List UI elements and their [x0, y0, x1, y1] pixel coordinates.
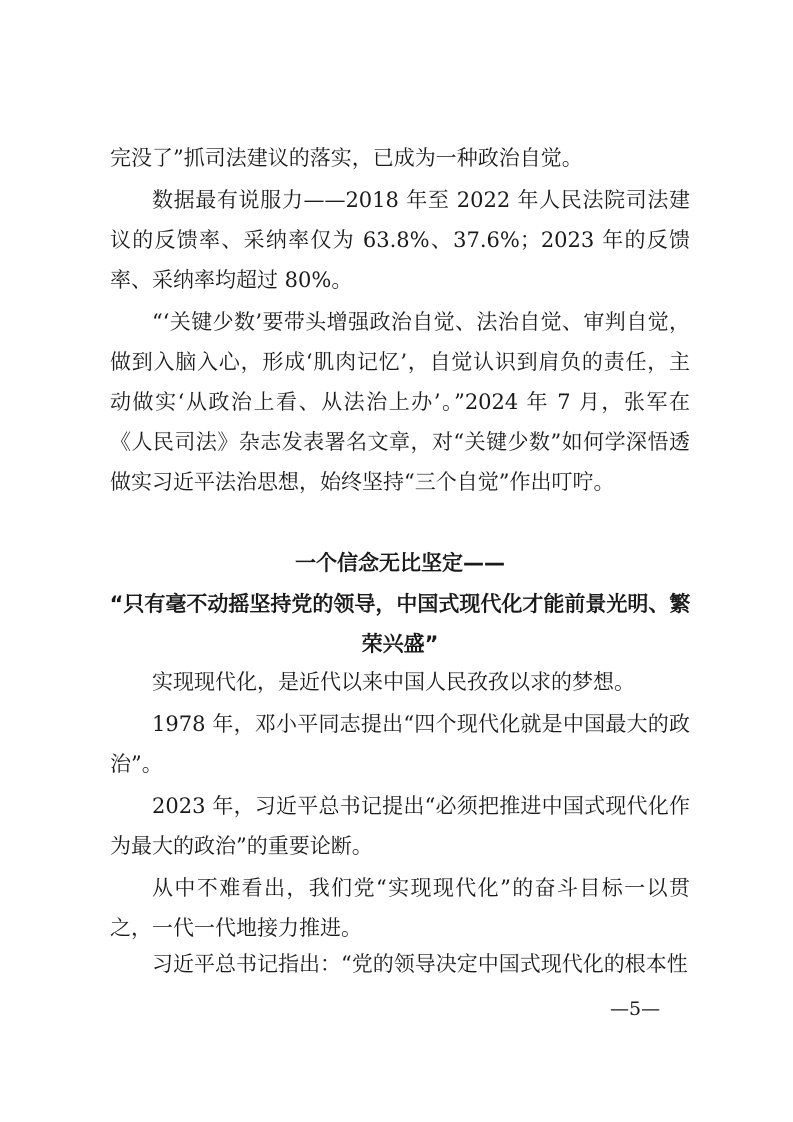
paragraph-relay: 从中不难看出，我们党“实现现代化”的奋斗目标一以贯之，一代一代地接力推进。 — [110, 876, 690, 940]
paragraph-1978: 1978 年，邓小平同志提出“四个现代化就是中国最大的政治”。 — [110, 712, 690, 776]
section-heading-line1: 一个信念无比坚定—— — [295, 551, 505, 575]
paragraph-data-statistics: 数据最有说服力——2018 年至 2022 年人民法院司法建议的反馈率、采纳率仅为 63.8%、37.6%；2023 年的反馈率、采纳率均超过 80%。 — [110, 188, 690, 292]
page-number: —5— — [610, 998, 661, 1020]
paragraph-2023: 2023 年，习近平总书记提出“必须把推进中国式现代化作为最大的政治”的重要论断。 — [110, 794, 690, 858]
paragraph-party-leadership: 习近平总书记指出：“党的领导决定中国式现代化的根本性 — [152, 952, 688, 976]
paragraph-key-minority-quote: “‘关键少数’要带头增强政治自觉、法治自觉、审判自觉，做到入脑入心，形成‘肌肉记忆’，自觉认识到肩负的责任，主动做实‘从政治上看、从法治上办’。”2024 年 7 月，张军在《人民司法》杂志发表署名文章，对“关键少数”如何学深悟透做实习近平法治思想，始终坚持“三个自觉”作出叮咛。 — [110, 310, 690, 494]
section-heading-line2: “只有毫不动摇坚持党的领导，中国式现代化才能前景光明、繁荣兴盛” — [109, 592, 691, 656]
paragraph-modernization-dream: 实现现代化，是近代以来中国人民孜孜以求的梦想。 — [152, 670, 635, 694]
paragraph-continuation: 完没了”抓司法建议的落实，已成为一种政治自觉。 — [110, 146, 583, 170]
